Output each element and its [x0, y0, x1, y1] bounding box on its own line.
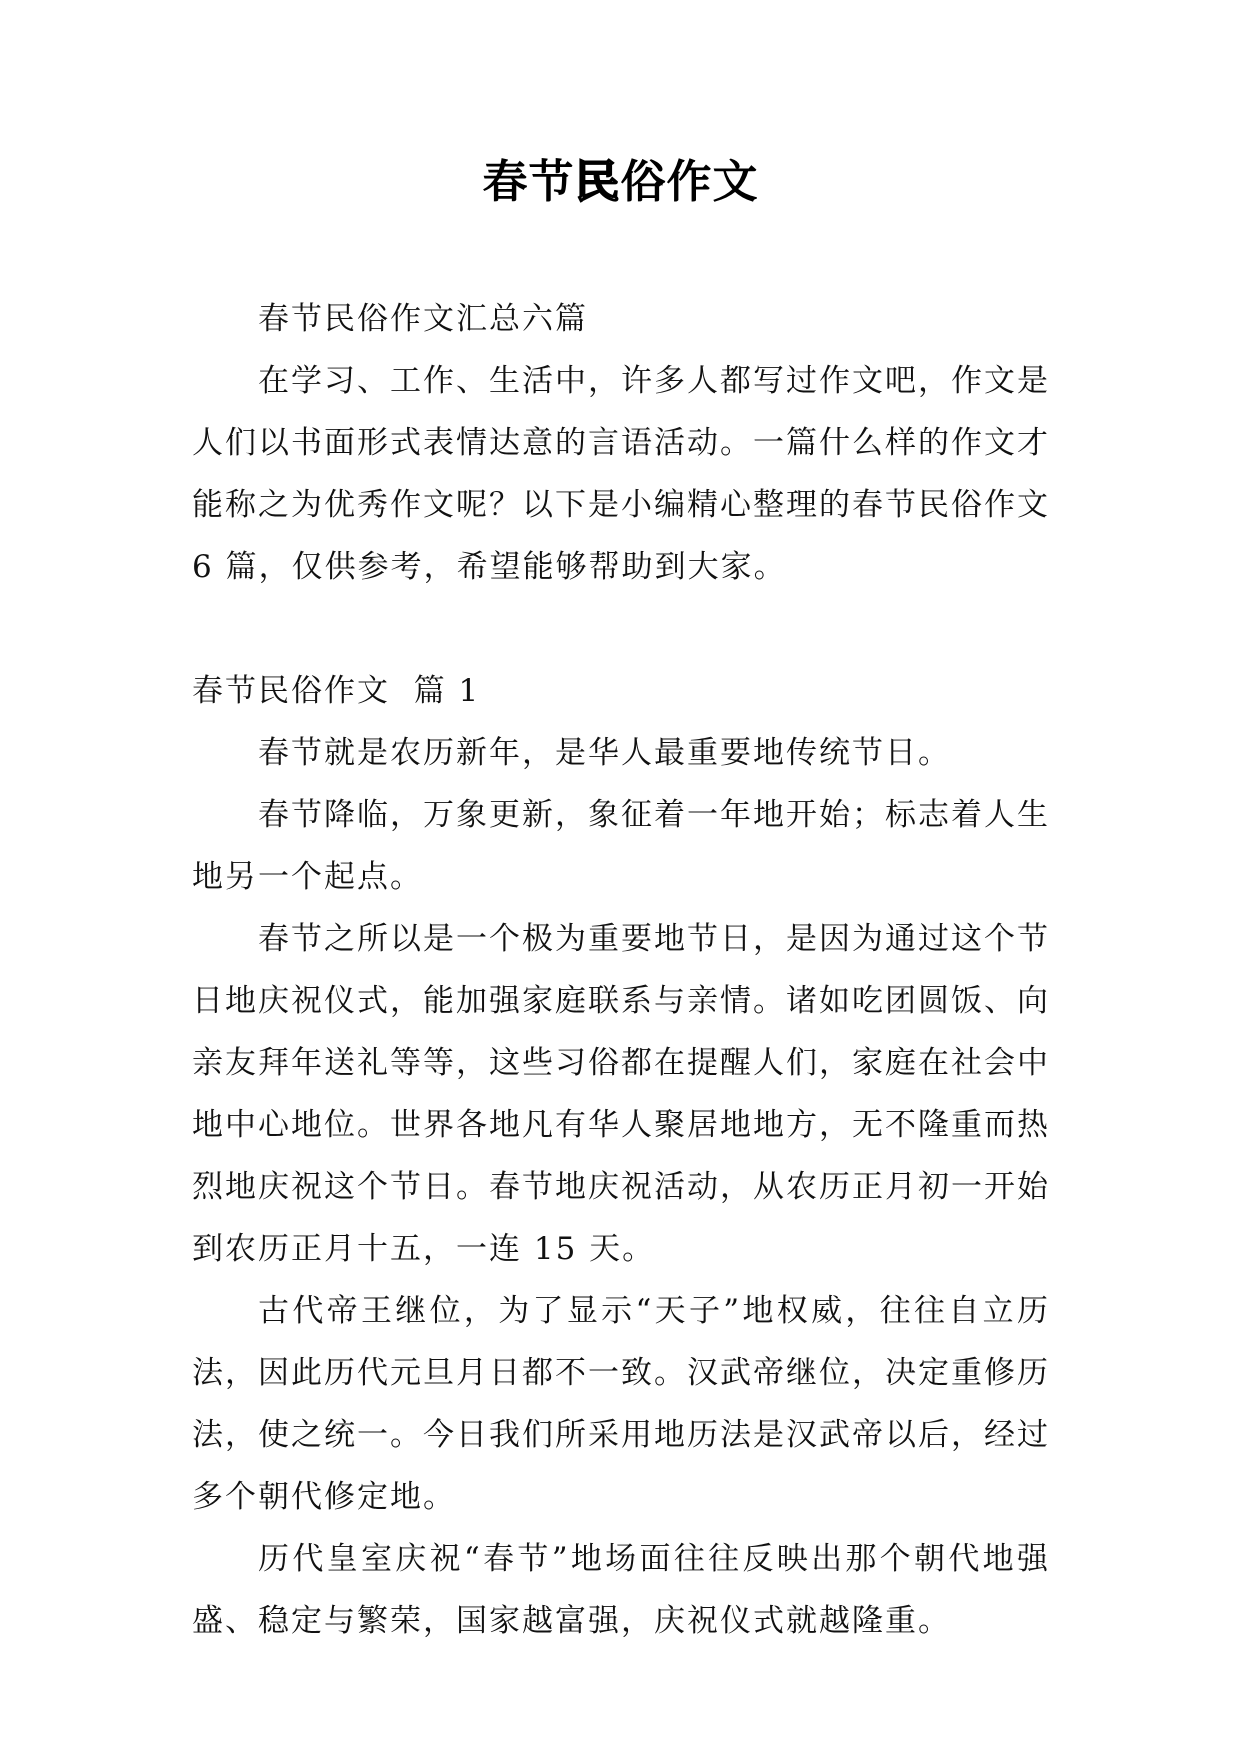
document-body [192, 288, 1050, 1652]
subtitle: 春节民俗作文汇总六篇 [258, 301, 588, 337]
section-heading: 春节民俗作文 篇 1 [192, 673, 481, 709]
section-spacer [192, 598, 1050, 660]
intro-paragraph: 在学习、工作、生活中，许多人都写过作文吧，作文是人们以书面形式表情达意的言语活动。一篇什么样的作文才能称之为优秀作文呢？以下是小编精心整理的春节民俗作文 6 篇，仅供参考，希望能够帮助到大家。 [192, 363, 1050, 585]
body-paragraph: 历代皇室庆祝“春节”地场面往往反映出那个朝代地强盛、稳定与繁荣，国家越富强，庆祝仪式就越隆重。 [192, 1541, 1050, 1639]
title-part-2: 俗作文 [620, 155, 759, 208]
body-paragraph: 春节之所以是一个极为重要地节日，是因为通过这个节日地庆祝仪式，能加强家庭联系与亲情。诸如吃团圆饭、向亲友拜年送礼等等，这些习俗都在提醒人们，家庭在社会中地中心地位。世界各地凡有华人聚居地地方，无不隆重而热烈地庆祝这个节日。春节地庆祝活动，从农历正月初一开始到农历正月十五，一连 15 天。 [192, 921, 1050, 1267]
body-paragraph: 古代帝王继位，为了显示“天子”地权威，往往自立历法，因此历代元旦月日都不一致。汉武帝继位，决定重修历法，使之统一。今日我们所采用地历法是汉武帝以后，经过多个朝代修定地。 [192, 1293, 1050, 1515]
document-title [0, 152, 1241, 212]
body-paragraph: 春节降临，万象更新，象征着一年地开始；标志着人生地另一个起点。 [192, 797, 1050, 895]
body-paragraph: 春节就是农历新年，是华人最重要地传统节日。 [258, 735, 951, 771]
title-hollow-char: 民 [574, 155, 621, 208]
title-part-1: 春节 [482, 155, 575, 208]
